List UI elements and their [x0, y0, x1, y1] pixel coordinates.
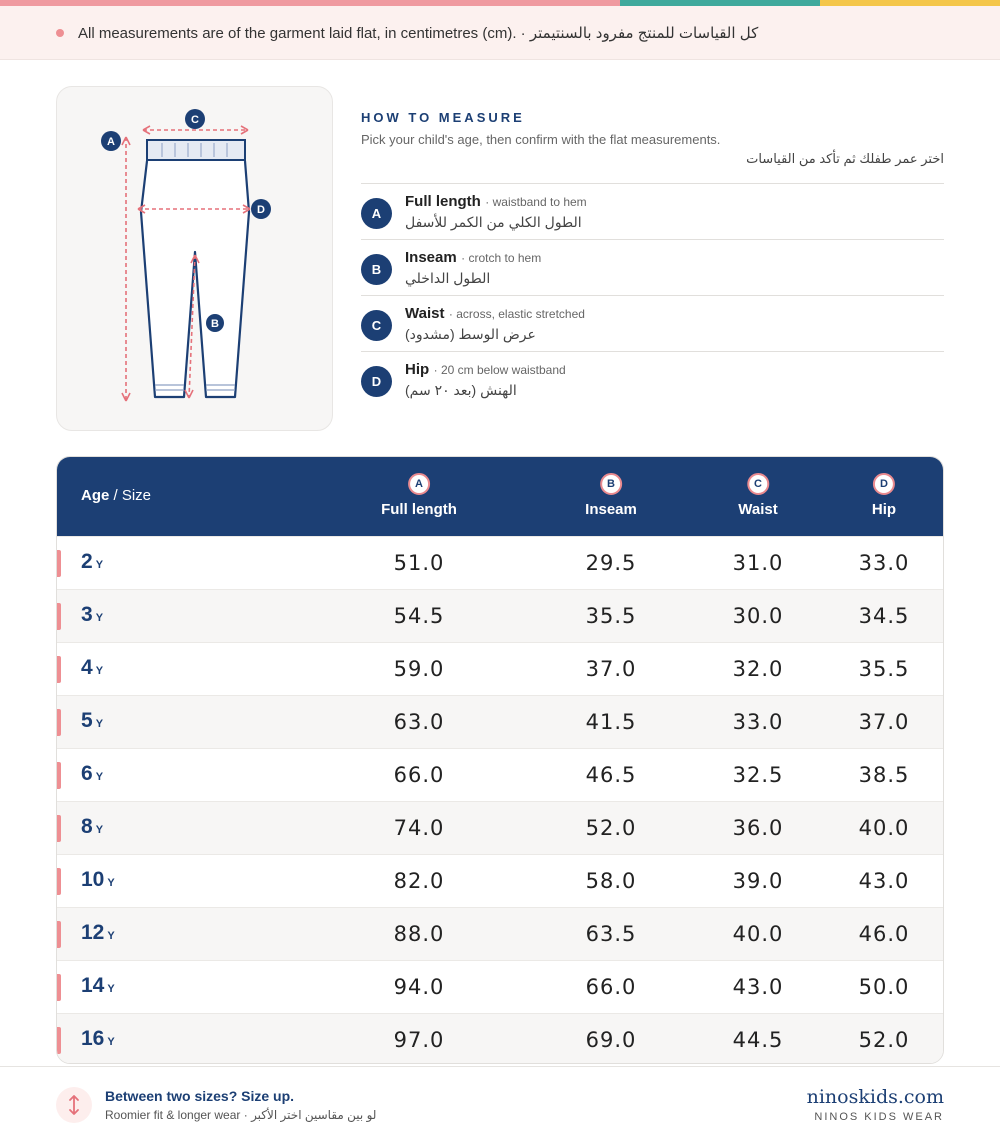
how-to-measure-heading: HOW TO MEASURE — [361, 110, 525, 125]
cell-value: 94.0 — [393, 975, 445, 999]
measure-arabic: عرض الوسط (مشدود) — [405, 326, 536, 342]
row-accent-marker — [57, 656, 61, 683]
cell-value: 74.0 — [393, 816, 445, 840]
cell-value: 69.0 — [585, 1028, 637, 1052]
age-size-header: Age / Size — [81, 487, 152, 504]
cell-value: 41.5 — [585, 710, 637, 734]
column-badge: D — [873, 473, 895, 495]
cell-value: 35.5 — [858, 657, 910, 681]
row-age — [81, 974, 115, 998]
measure-item — [361, 295, 944, 351]
cell-value: 38.5 — [858, 763, 910, 787]
cell-value: 50.0 — [858, 975, 910, 999]
measure-title: Full length — [405, 193, 481, 210]
table-row — [57, 642, 944, 695]
cell-value: 58.0 — [585, 869, 637, 893]
table-row — [57, 748, 944, 801]
cell-value: 40.0 — [858, 816, 910, 840]
measure-item — [361, 183, 944, 239]
row-accent-marker — [57, 603, 61, 630]
column-label: Inseam — [585, 501, 637, 518]
leggings-diagram-card — [56, 86, 333, 431]
cell-value: 37.0 — [585, 657, 637, 681]
cell-value: 52.0 — [858, 1028, 910, 1052]
cell-value: 63.0 — [393, 710, 445, 734]
cell-value: 32.0 — [732, 657, 784, 681]
row-age — [81, 921, 115, 945]
cell-value: 63.5 — [585, 922, 637, 946]
table-row — [57, 854, 944, 907]
measure-title: Waist — [405, 305, 445, 322]
row-age — [81, 815, 103, 839]
age-number: 6 — [81, 762, 93, 785]
row-age — [81, 1027, 115, 1051]
cell-value: 51.0 — [393, 551, 445, 575]
age-unit: Y — [95, 771, 104, 783]
table-header — [57, 457, 944, 536]
age-number: 14 — [81, 974, 105, 997]
age-unit: Y — [107, 1036, 115, 1048]
age-unit: Y — [107, 930, 115, 942]
how-to-measure-subtitle: Pick your child's age, then confirm with the flat measurements. — [361, 132, 721, 147]
column-header-inseam — [585, 473, 637, 518]
age-unit: Y — [95, 718, 104, 730]
cell-value: 43.0 — [732, 975, 784, 999]
footer — [0, 1066, 1000, 1148]
diagram-label-d: D — [257, 204, 265, 216]
row-age — [81, 762, 103, 786]
measurement-notice — [0, 6, 1000, 60]
measure-item — [361, 351, 944, 407]
measure-badge: B — [361, 254, 392, 285]
table-row — [57, 536, 944, 589]
cell-value: 29.5 — [585, 551, 637, 575]
notice-dot-icon — [56, 29, 64, 37]
row-accent-marker — [57, 550, 61, 577]
age-number: 4 — [81, 656, 93, 679]
cell-value: 34.5 — [858, 604, 910, 628]
column-header-hip — [872, 473, 896, 518]
cell-value: 97.0 — [393, 1028, 445, 1052]
cell-value: 88.0 — [393, 922, 445, 946]
measure-title: Hip — [405, 361, 430, 378]
how-to-measure-subtitle-arabic: اختر عمر طفلك ثم تأكد من القياسات — [746, 151, 944, 166]
column-badge: A — [408, 473, 430, 495]
cell-value: 46.0 — [858, 922, 910, 946]
table-row — [57, 1013, 944, 1064]
column-header-waist — [738, 473, 777, 518]
diagram-label-c: C — [191, 114, 199, 126]
leggings-flat-diagram-icon — [57, 87, 334, 432]
cell-value: 43.0 — [858, 869, 910, 893]
cell-value: 32.5 — [732, 763, 784, 787]
age-unit: Y — [107, 877, 115, 889]
cell-value: 40.0 — [732, 922, 784, 946]
row-accent-marker — [57, 1027, 61, 1054]
row-accent-marker — [57, 974, 61, 1001]
cell-value: 59.0 — [393, 657, 445, 681]
how-to-measure-section — [361, 110, 944, 167]
age-unit: Y — [95, 612, 104, 624]
measure-desc: · across, elastic stretched — [448, 307, 585, 321]
cell-value: 46.5 — [585, 763, 637, 787]
row-accent-marker — [57, 709, 61, 736]
row-age — [81, 550, 103, 574]
measure-badge: C — [361, 310, 392, 341]
measure-arabic: الطول الداخلي — [405, 270, 491, 286]
diagram-label-a: A — [107, 136, 115, 148]
measure-badge: D — [361, 366, 392, 397]
cell-value: 82.0 — [393, 869, 445, 893]
cell-value: 39.0 — [732, 869, 784, 893]
size-chart-table — [56, 456, 944, 1064]
age-unit: Y — [95, 559, 104, 571]
column-label: Full length — [381, 501, 457, 518]
cell-value: 31.0 — [732, 551, 784, 575]
age-number: 10 — [81, 868, 105, 891]
cell-value: 36.0 — [732, 816, 784, 840]
brand-link[interactable]: ninoskids.com — [806, 1086, 944, 1108]
cell-value: 30.0 — [732, 604, 784, 628]
row-accent-marker — [57, 921, 61, 948]
cell-value: 54.5 — [393, 604, 445, 628]
size-up-subtitle: Roomier fit & longer wear · لو بين مقاسين اختر الأكبر — [105, 1108, 377, 1122]
cell-value: 66.0 — [393, 763, 445, 787]
measure-arabic: الطول الكلي من الكمر للأسفل — [405, 214, 582, 230]
table-row — [57, 960, 944, 1013]
column-header-full-length — [381, 473, 457, 518]
age-number: 16 — [81, 1027, 105, 1050]
column-label: Waist — [738, 501, 778, 518]
row-age — [81, 603, 103, 627]
column-badge: C — [747, 473, 769, 495]
size-up-title: Between two sizes? Size up. — [105, 1088, 295, 1104]
row-accent-marker — [57, 815, 61, 842]
measure-badge: A — [361, 198, 392, 229]
cell-value: 33.0 — [732, 710, 784, 734]
row-age — [81, 656, 103, 680]
table-row — [57, 695, 944, 748]
brand-tagline: NINOS KIDS WEAR — [814, 1111, 944, 1123]
column-badge: B — [600, 473, 622, 495]
notice-text: All measurements are of the garment laid flat, in centimetres (cm). · كل القياسات للمنتج مفرود بالسنتيمتر — [78, 24, 759, 42]
age-unit: Y — [95, 824, 104, 836]
diagram-label-b: B — [211, 318, 219, 330]
age-unit: Y — [95, 665, 104, 677]
measure-item — [361, 239, 944, 295]
cell-value: 44.5 — [732, 1028, 784, 1052]
measure-desc: · waistband to hem — [485, 195, 587, 209]
cell-value: 35.5 — [585, 604, 637, 628]
cell-value: 33.0 — [858, 551, 910, 575]
age-number: 12 — [81, 921, 105, 944]
cell-value: 37.0 — [858, 710, 910, 734]
measure-desc: · 20 cm below waistband — [433, 363, 566, 377]
age-number: 2 — [81, 550, 93, 573]
row-age — [81, 868, 115, 892]
age-unit: Y — [107, 983, 115, 995]
cell-value: 66.0 — [585, 975, 637, 999]
measure-desc: · crotch to hem — [461, 251, 542, 265]
age-number: 8 — [81, 815, 93, 838]
table-row — [57, 589, 944, 642]
age-number: 5 — [81, 709, 93, 732]
measure-title: Inseam — [405, 249, 457, 266]
age-number: 3 — [81, 603, 93, 626]
resize-vertical-icon — [56, 1087, 92, 1123]
cell-value: 52.0 — [585, 816, 637, 840]
table-row — [57, 907, 944, 960]
table-row — [57, 801, 944, 854]
column-label: Hip — [871, 501, 897, 518]
row-accent-marker — [57, 762, 61, 789]
measure-arabic: الهنش (بعد ٢٠ سم) — [405, 382, 517, 398]
row-age — [81, 709, 103, 733]
row-accent-marker — [57, 868, 61, 895]
